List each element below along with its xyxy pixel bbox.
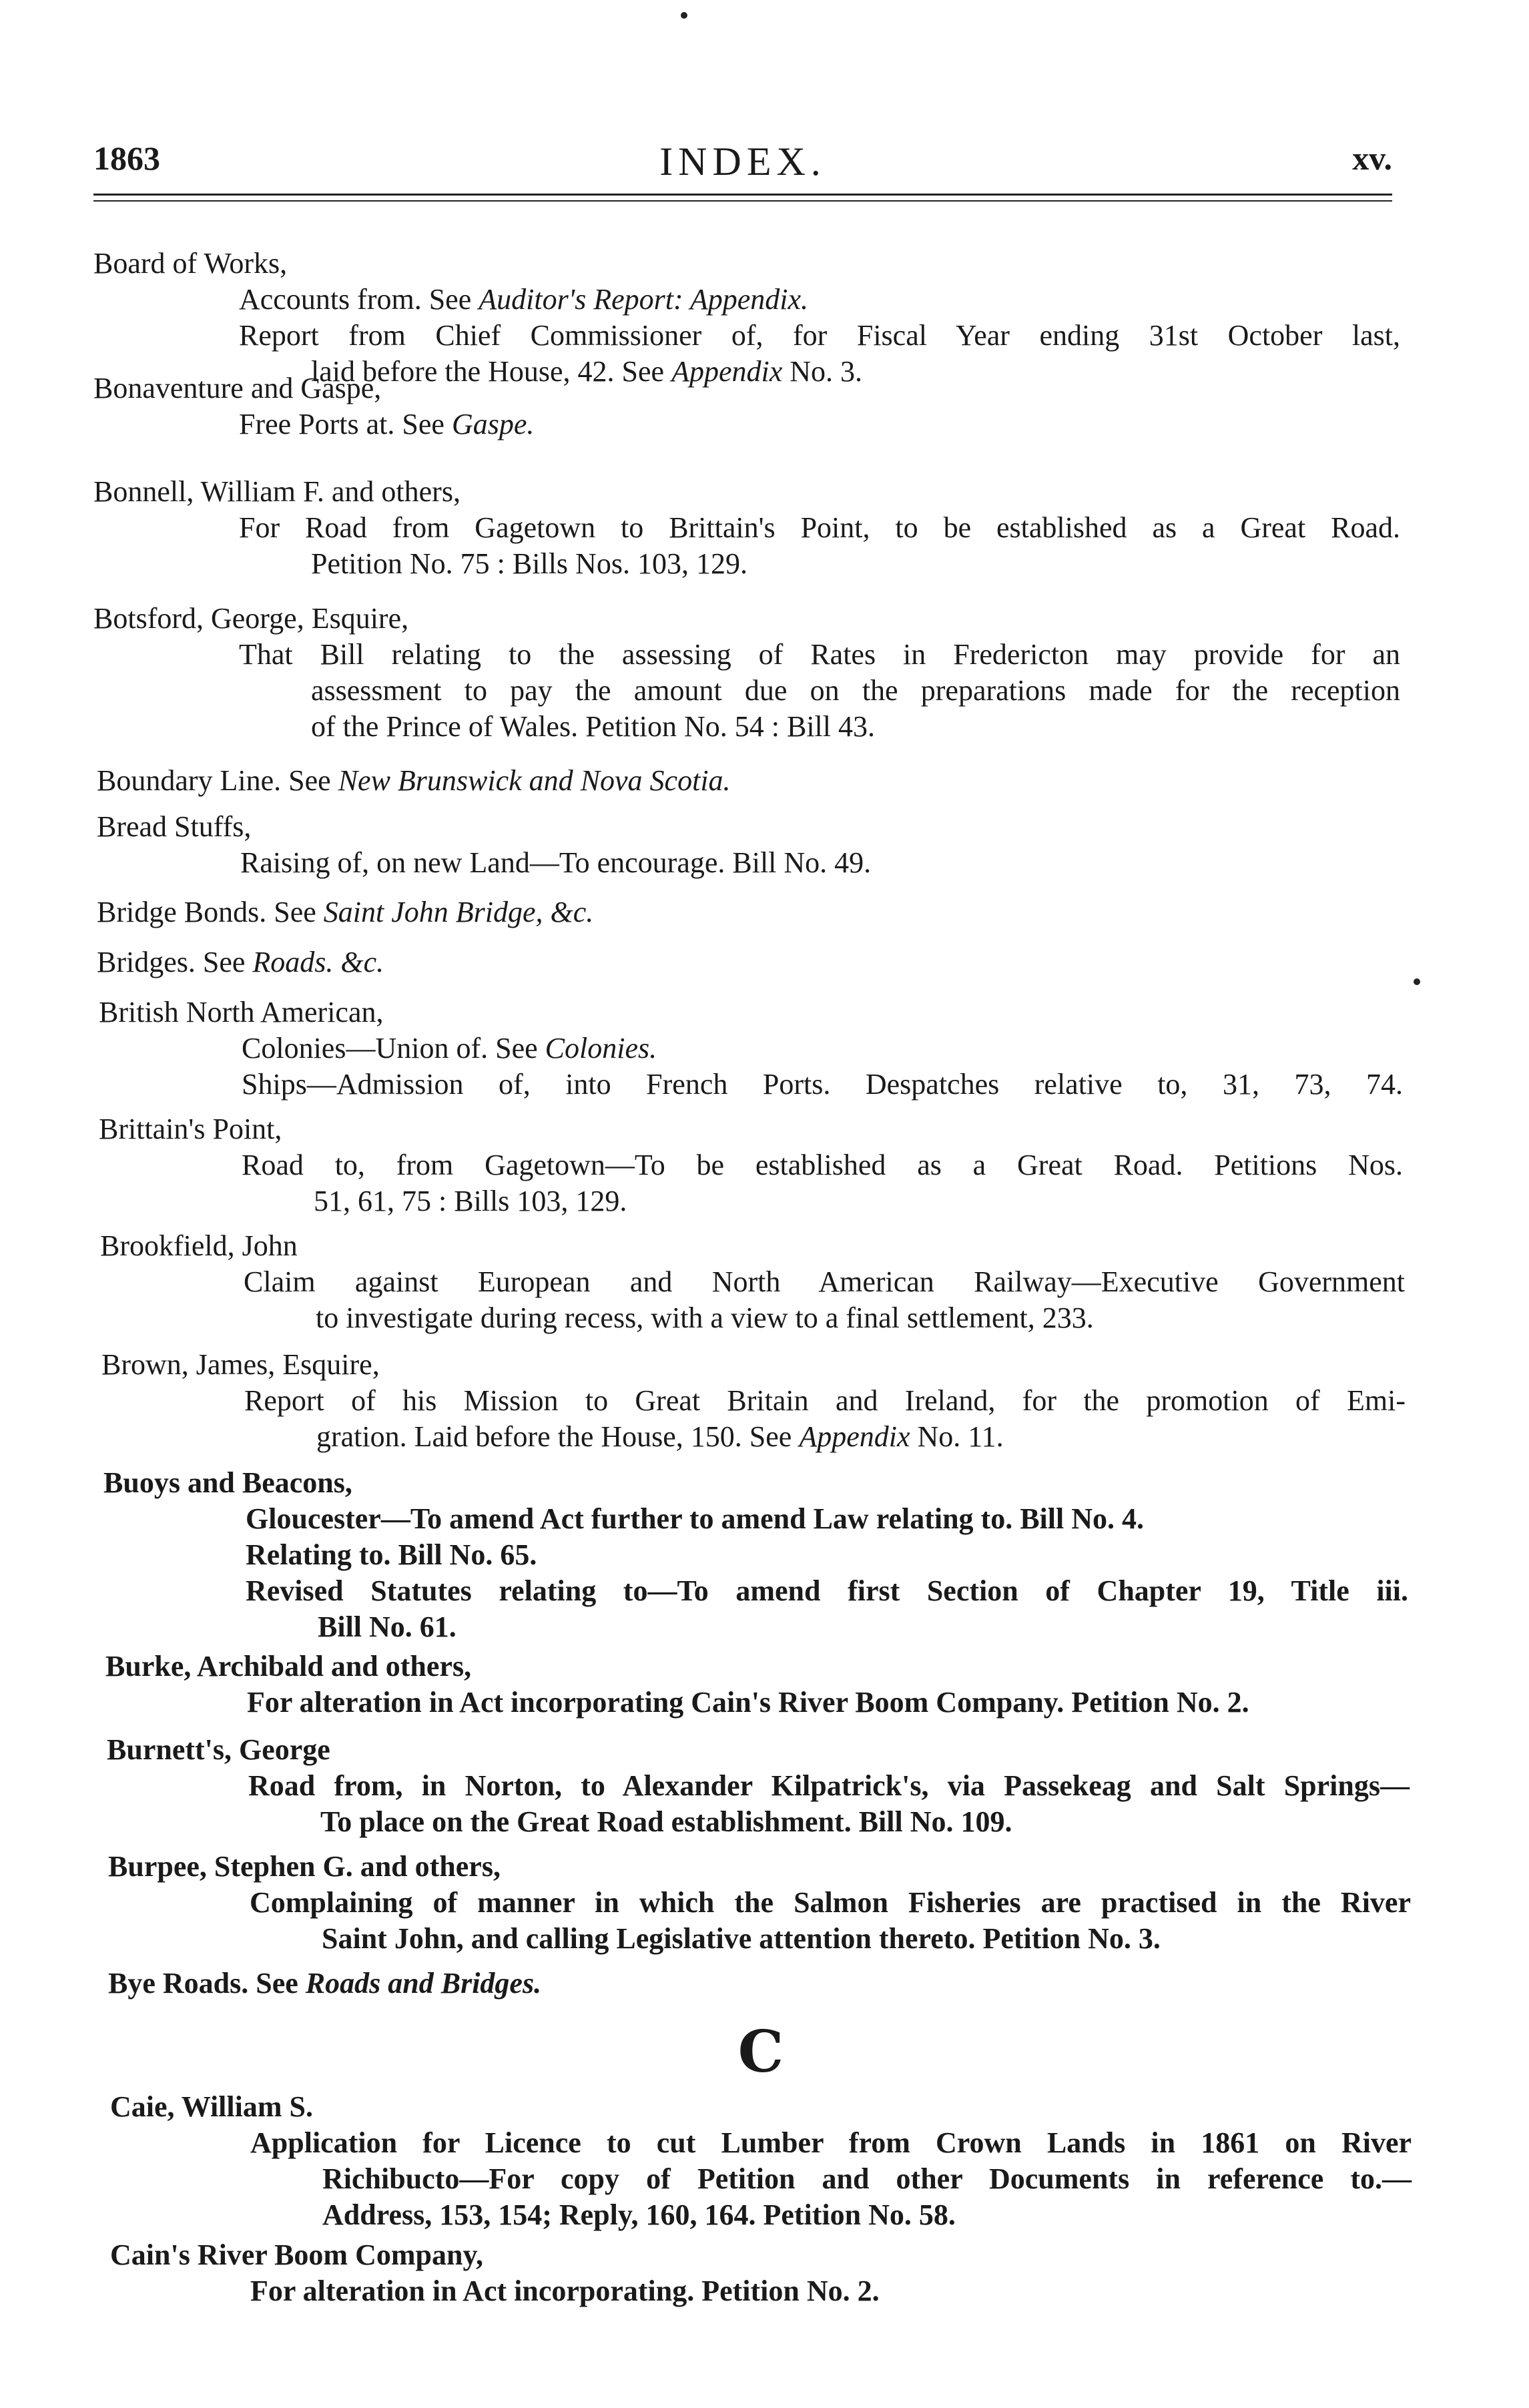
- text-run: to investigate during recess, with a view to a final settlement, 233.: [316, 1301, 1094, 1334]
- text-run: Boundary Line. See: [97, 764, 338, 797]
- text-run: Bridges. See: [97, 946, 253, 978]
- italic-reference: Saint John Bridge, &c.: [323, 896, 594, 928]
- entry-heading: Buoys and Beacons,: [103, 1466, 352, 1499]
- text-run: No. 3.: [782, 355, 863, 388]
- sub-entry-line: [242, 1067, 1403, 1103]
- sub-entry-line: [246, 1537, 1408, 1573]
- sub-entry-line: [239, 637, 1400, 673]
- entry-sub-lines: [239, 637, 1400, 745]
- entry-heading: Caie, William S.: [110, 2090, 313, 2123]
- entry-sub-lines: [239, 406, 1400, 442]
- header-title: INDEX.: [659, 139, 826, 184]
- sub-entry-line: [250, 2273, 1412, 2309]
- sub-entry-line: [250, 1885, 1411, 1921]
- sub-entry-line: [242, 1147, 1403, 1183]
- text-run: Revised Statutes relating to—To amend first Section of Chapter 19, Title iii.: [246, 1574, 1408, 1607]
- text-run: assessment to pay the amount due on the preparations made for the reception: [311, 674, 1400, 707]
- entry-sub-lines: [246, 1501, 1408, 1645]
- section-letter-c: C: [737, 2018, 784, 2086]
- text-run: Road to, from Gagetown—To be established as a Great Road. Petitions Nos.: [242, 1149, 1403, 1181]
- sub-entry-line: [246, 1573, 1408, 1609]
- text-run: Colonies—Union of. See: [242, 1032, 545, 1065]
- entry-sub-lines: [242, 1030, 1403, 1103]
- text-run: For Road from Gagetown to Brittain's Point, to be established as a Great Road.: [239, 511, 1400, 544]
- text-run: Bridge Bonds. See: [97, 896, 324, 928]
- entry-sub-lines: [247, 1685, 1408, 1721]
- italic-reference: Auditor's Report: Appendix.: [479, 283, 809, 316]
- text-run: For alteration in Act incorporating Cain's River Boom Company. Petition No. 2.: [247, 1686, 1249, 1719]
- italic-reference: Appendix: [671, 355, 783, 388]
- sub-entry-line: [239, 546, 1400, 582]
- text-run: Relating to. Bill No. 65.: [246, 1538, 537, 1571]
- text-run: Report from Chief Commissioner of, for Fiscal Year ending 31st October last,: [239, 319, 1400, 352]
- header-rule-thick: [93, 194, 1392, 196]
- sub-entry-line: [244, 1419, 1406, 1455]
- text-run: Gloucester—To amend Act further to amend Law relating to. Bill No. 4.: [246, 1502, 1144, 1535]
- text-run: Complaining of manner in which the Salmon Fisheries are practised in the River: [250, 1886, 1411, 1919]
- text-run: Accounts from. See: [239, 283, 479, 316]
- text-run: Claim against European and North American Railway—Executive Government: [244, 1265, 1405, 1298]
- entry-heading: Bonnell, William F. and others,: [93, 475, 461, 508]
- entry-heading: Burpee, Stephen G. and others,: [108, 1850, 501, 1883]
- entry-heading: British North American,: [99, 996, 384, 1028]
- entry-heading: Brookfield, John: [100, 1229, 298, 1262]
- entry-heading: Burnett's, George: [107, 1733, 330, 1766]
- text-run: Bill No. 61.: [318, 1610, 456, 1643]
- entry-heading: [97, 763, 731, 799]
- italic-reference: Roads. &c.: [252, 946, 384, 978]
- text-run: Petition No. 75 : Bills Nos. 103, 129.: [311, 547, 747, 580]
- sub-entry-line: [239, 406, 1400, 442]
- text-run: Address, 153, 154; Reply, 160, 164. Petition No. 58.: [322, 2198, 956, 2231]
- text-run: That Bill relating to the assessing of Rates in Fredericton may provide for an: [239, 638, 1400, 671]
- sub-entry-line: [242, 1183, 1403, 1219]
- text-run: 51, 61, 75 : Bills 103, 129.: [314, 1185, 627, 1217]
- entry-sub-lines: [239, 510, 1400, 582]
- entry-heading: Bonaventure and Gaspe,: [93, 372, 382, 404]
- print-speck: [681, 12, 687, 19]
- entry-heading: Board of Works,: [93, 247, 288, 280]
- text-run: Bye Roads. See: [108, 1967, 306, 2000]
- sub-entry-line: [250, 2125, 1412, 2161]
- entry-sub-lines: [239, 282, 1400, 390]
- sub-entry-line: [239, 318, 1400, 354]
- entry-sub-lines: [242, 1147, 1403, 1219]
- text-run: Richibucto—For copy of Petition and other Documents in reference to.—: [322, 2162, 1412, 2195]
- entry-heading: Cain's River Boom Company,: [110, 2238, 484, 2271]
- entry-sub-lines: [248, 1768, 1410, 1840]
- sub-entry-line: [248, 1804, 1410, 1840]
- entry-heading: [108, 1966, 541, 2002]
- entry-sub-lines: [244, 1383, 1406, 1455]
- text-run: of the Prince of Wales. Petition No. 54 : Bill 43.: [311, 710, 876, 743]
- italic-reference: Roads and Bridges.: [305, 1967, 542, 2000]
- sub-entry-line: [244, 1383, 1406, 1419]
- text-run: Road from, in Norton, to Alexander Kilpatrick's, via Passekeag and Salt Springs—: [248, 1769, 1410, 1802]
- sub-entry-line: [247, 1685, 1408, 1721]
- header-rule-thin: [93, 200, 1392, 202]
- sub-entry-line: [244, 1300, 1405, 1336]
- sub-entry-line: [239, 282, 1400, 318]
- entry-heading: Bread Stuffs,: [97, 810, 252, 843]
- italic-reference: Appendix: [799, 1420, 910, 1453]
- italic-reference: Gaspe.: [451, 408, 535, 440]
- sub-entry-line: [248, 1768, 1410, 1804]
- entry-heading: Botsford, George, Esquire,: [93, 602, 409, 635]
- sub-entry-line: [242, 1030, 1403, 1067]
- entry-heading: Brittain's Point,: [99, 1113, 282, 1145]
- sub-entry-line: [239, 510, 1400, 546]
- sub-entry-line: [246, 1609, 1408, 1645]
- sub-entry-line: [239, 673, 1400, 709]
- sub-entry-line: [239, 709, 1400, 745]
- entry-sub-lines: [244, 1264, 1405, 1336]
- italic-reference: Colonies.: [545, 1032, 657, 1065]
- header-page-number: xv.: [1352, 139, 1392, 177]
- entry-sub-lines: [240, 845, 1402, 881]
- text-run: Free Ports at. See: [239, 408, 452, 440]
- text-run: Application for Licence to cut Lumber from Crown Lands in 1861 on River: [250, 2126, 1412, 2159]
- text-run: For alteration in Act incorporating. Petition No. 2.: [250, 2275, 880, 2307]
- text-run: Report of his Mission to Great Britain and Ireland, for the promotion of Emi-: [244, 1384, 1406, 1417]
- text-run: Saint John, and calling Legislative attention thereto. Petition No. 3.: [322, 1922, 1161, 1955]
- sub-entry-line: [246, 1501, 1408, 1537]
- sub-entry-line: [250, 2161, 1412, 2197]
- sub-entry-line: [244, 1264, 1405, 1300]
- entry-sub-lines: [250, 2273, 1412, 2309]
- text-run: Raising of, on new Land—To encourage. Bill No. 49.: [240, 846, 872, 879]
- text-run: No. 11.: [910, 1420, 1004, 1453]
- sub-entry-line: [240, 845, 1402, 881]
- header-year: 1863: [93, 139, 160, 177]
- text-run: gration. Laid before the House, 150. See: [316, 1420, 800, 1453]
- entry-sub-lines: [250, 1885, 1411, 1957]
- print-speck: [1414, 978, 1420, 985]
- italic-reference: New Brunswick and Nova Scotia.: [338, 764, 731, 797]
- running-header: [93, 139, 1392, 192]
- text-run: laid before the House, 42. See: [311, 355, 672, 388]
- entry-sub-lines: [250, 2125, 1412, 2233]
- sub-entry-line: [250, 1921, 1411, 1957]
- text-run: To place on the Great Road establishment. Bill No. 109.: [320, 1805, 1012, 1838]
- entry-heading: Burke, Archibald and others,: [105, 1650, 472, 1683]
- entry-heading: Brown, James, Esquire,: [101, 1348, 380, 1381]
- sub-entry-line: [239, 354, 1400, 390]
- entry-heading: [97, 944, 384, 980]
- text-run: Ships—Admission of, into French Ports. Despatches relative to, 31, 73, 74.: [242, 1068, 1403, 1101]
- entry-heading: [97, 894, 593, 930]
- sub-entry-line: [250, 2197, 1412, 2233]
